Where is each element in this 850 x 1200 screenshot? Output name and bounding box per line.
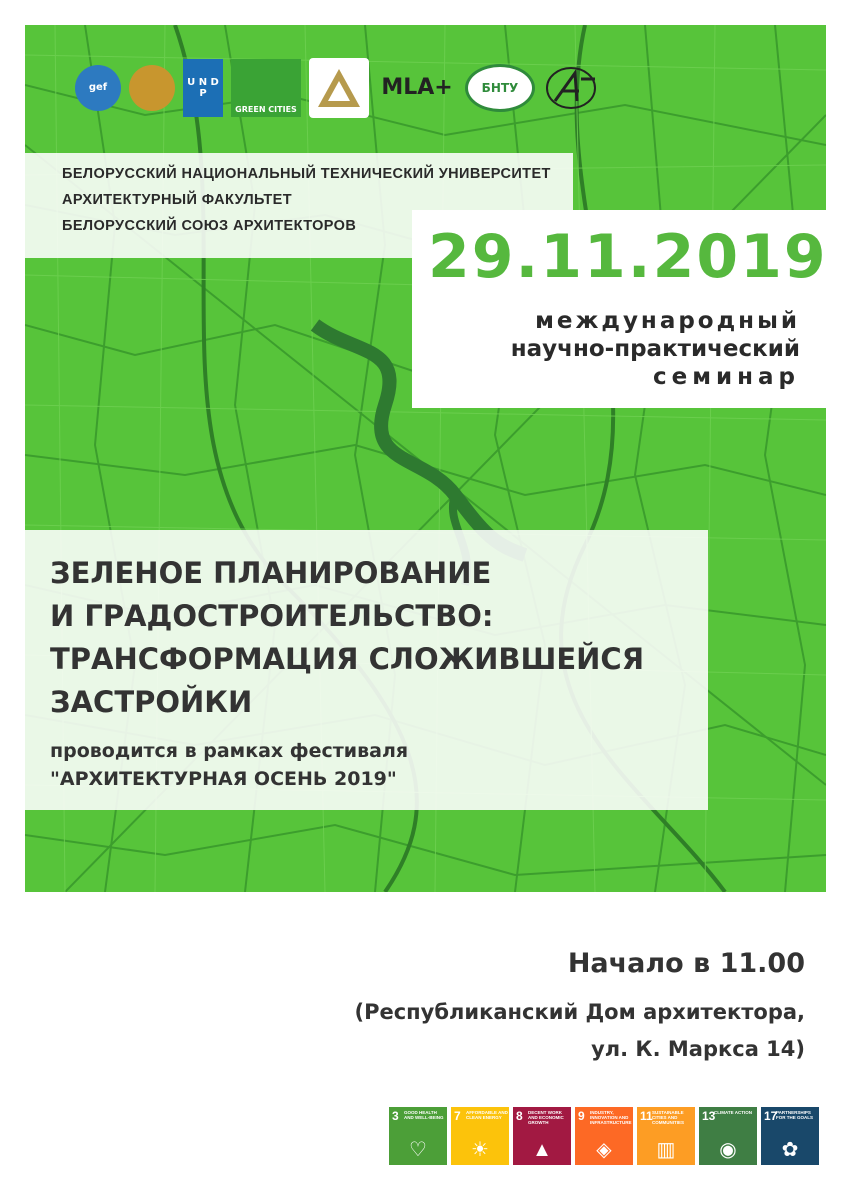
sdg-number: 8: [516, 1109, 523, 1123]
sdg-tile-7: [451, 1107, 509, 1165]
rings-icon: ✿: [781, 1139, 799, 1161]
sdg-label: AFFORDABLE AND CLEAN ENERGY: [466, 1110, 508, 1120]
heartbeat-icon: ♡: [409, 1139, 427, 1161]
eye-globe-icon: ◉: [719, 1139, 737, 1161]
title-line-2: И ГРАДОСТРОИТЕЛЬСТВО:: [50, 599, 494, 633]
sdg-label: GOOD HEALTH AND WELL-BEING: [404, 1110, 444, 1120]
venue-line-1: (Республиканский Дом архитектора,: [354, 1000, 805, 1024]
event-date: 29.11.2019: [428, 222, 828, 292]
mla-logo: MLA+: [381, 75, 453, 100]
cubes-icon: ◈: [596, 1139, 612, 1161]
sdg-label: DECENT WORK AND ECONOMIC GROWTH: [528, 1110, 564, 1125]
sdg-number: 17: [764, 1109, 778, 1123]
partner-logos: [75, 55, 598, 120]
sdg-number: 9: [578, 1109, 585, 1123]
triangle-icon: [315, 66, 363, 110]
undp-logo: U N D P: [183, 59, 223, 117]
sdg-tile-8: [513, 1107, 571, 1165]
organizer-union: БЕЛОРУССКИЙ СОЮЗ АРХИТЕКТОРОВ: [62, 218, 357, 234]
organizer-university: БЕЛОРУССКИЙ НАЦИОНАЛЬНЫЙ ТЕХНИЧЕСКИЙ УНИВЕРСИТЕТ: [62, 166, 551, 182]
growth-chart-icon: ▲: [532, 1139, 552, 1161]
green-cities-logo: GREEN CITIES: [231, 59, 301, 117]
sdg-tile-17: [761, 1107, 819, 1165]
venue-line-2: ул. К. Маркса 14): [591, 1037, 805, 1061]
sdg-number: 7: [454, 1109, 461, 1123]
sdg-label: PARTNERSHIPS FOR THE GOALS: [776, 1110, 813, 1120]
event-type-line-3: семинар: [652, 364, 800, 390]
emblem-logo: [129, 65, 175, 111]
sdg-tile-3: [389, 1107, 447, 1165]
title-line-3: ТРАНСФОРМАЦИЯ СЛОЖИВШЕЙСЯ: [50, 642, 645, 676]
event-type-line-1: международный: [535, 308, 800, 334]
architects-union-logo: [309, 58, 369, 118]
start-time: Начало в 11.00: [567, 948, 805, 979]
title-line-4: ЗАСТРОЙКИ: [50, 685, 253, 719]
bntu-logo: БНТУ: [465, 64, 535, 112]
sdg-label: INDUSTRY, INNOVATION AND INFRASTRUCTURE: [590, 1110, 632, 1125]
sdg-label: SUSTAINABLE CITIES AND COMMUNITIES: [652, 1110, 684, 1125]
faculty-monogram-icon: [545, 65, 597, 111]
sun-icon: ☀: [471, 1139, 489, 1161]
festival-line-2: "АРХИТЕКТУРНАЯ ОСЕНЬ 2019": [50, 768, 397, 790]
title-line-1: ЗЕЛЕНОЕ ПЛАНИРОВАНИЕ: [50, 556, 492, 590]
sdg-number: 11: [640, 1109, 653, 1123]
sdg-number: 3: [392, 1109, 399, 1123]
sdg-number: 13: [702, 1109, 716, 1123]
sdg-label: CLIMATE ACTION: [714, 1110, 752, 1115]
city-icon: ▥: [656, 1139, 676, 1161]
organizer-faculty: АРХИТЕКТУРНЫЙ ФАКУЛЬТЕТ: [62, 192, 292, 208]
sdg-tile-11: [637, 1107, 695, 1165]
festival-line-1: проводится в рамках фестиваля: [50, 740, 409, 762]
gef-logo: gef: [75, 65, 121, 111]
sdg-tile-9: [575, 1107, 633, 1165]
event-type-line-2: научно-практический: [510, 336, 800, 362]
sdg-tile-13: [699, 1107, 757, 1165]
faculty-logo: [543, 60, 598, 115]
sdg-goals-strip: [389, 1107, 819, 1165]
